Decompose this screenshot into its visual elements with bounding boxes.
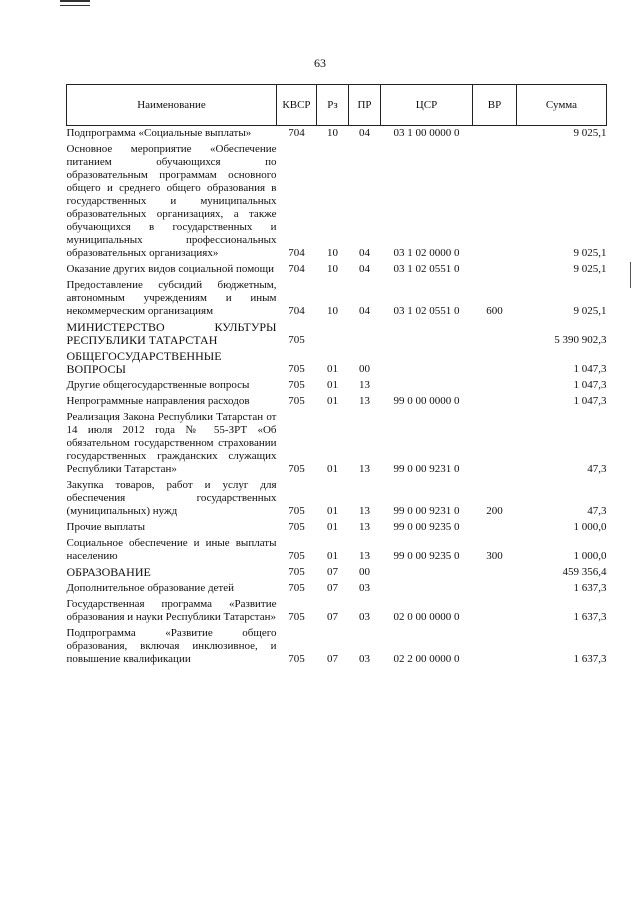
cell-kvsr: 705 [288, 379, 305, 391]
cell-kvsr: 705 [288, 334, 305, 346]
cell-vr: 200 [486, 505, 503, 517]
cell-rz: 01 [327, 395, 338, 407]
table-row [67, 410, 607, 478]
cell-vr [473, 520, 517, 536]
cell-vr: 600 [486, 305, 503, 317]
cell-rz: 01 [327, 521, 338, 533]
cell-name: Подпрограмма «Социальные выплаты» [66, 127, 252, 139]
cell-pr: 03 [359, 582, 370, 594]
header-kvsr: КВСР [277, 85, 317, 126]
cell-rz: 01 [327, 379, 338, 391]
cell-rz: 10 [327, 127, 338, 139]
table-row [67, 565, 607, 581]
cell-pr: 13 [359, 463, 370, 475]
cell-pr: 00 [359, 363, 370, 375]
cell-sum: 47,3 [587, 505, 607, 517]
cell-name: ОБЩЕГОСУДАРСТВЕННЫЕ ВОПРОСЫ [66, 349, 222, 376]
cell-rz [317, 320, 349, 349]
table-row [67, 626, 607, 668]
cell-kvsr: 705 [288, 611, 305, 623]
cell-sum: 1 047,3 [573, 363, 607, 375]
cell-csr: 03 1 02 0551 0 [393, 305, 460, 317]
cell-sum: 1 637,3 [573, 653, 607, 665]
cell-sum: 9 025,1 [573, 305, 607, 317]
cell-vr [473, 410, 517, 478]
cell-kvsr: 705 [288, 653, 305, 665]
cell-pr: 13 [359, 550, 370, 562]
cell-kvsr: 704 [288, 247, 305, 259]
cell-sum: 47,3 [587, 463, 607, 475]
cell-rz: 07 [327, 611, 338, 623]
cell-name: Другие общегосударственные вопросы [66, 379, 250, 391]
scan-edge-mark [630, 262, 631, 288]
table-row [67, 478, 607, 520]
cell-rz: 01 [327, 550, 338, 562]
cell-sum: 5 390 902,3 [554, 334, 607, 346]
cell-sum: 1 637,3 [573, 582, 607, 594]
cell-pr: 00 [359, 566, 370, 578]
cell-pr: 03 [359, 611, 370, 623]
cell-csr [381, 581, 473, 597]
cell-csr: 99 0 00 9235 0 [393, 550, 460, 562]
cell-rz: 07 [327, 582, 338, 594]
cell-name: Оказание других видов социальной помощи [66, 263, 275, 275]
cell-pr: 04 [359, 127, 370, 139]
cell-rz: 01 [327, 463, 338, 475]
cell-pr: 13 [359, 379, 370, 391]
cell-csr [381, 320, 473, 349]
header-pr: ПР [349, 85, 381, 126]
cell-vr [473, 349, 517, 378]
cell-csr: 03 1 00 0000 0 [393, 127, 460, 139]
header-csr: ЦСР [381, 85, 473, 126]
cell-vr [473, 394, 517, 410]
cell-rz: 01 [327, 505, 338, 517]
cell-csr: 03 1 02 0551 0 [393, 263, 460, 275]
cell-pr: 03 [359, 653, 370, 665]
cell-name: Социальное обеспечение и иные выплаты населению [66, 537, 277, 562]
cell-csr [381, 378, 473, 394]
cell-name: Реализация Закона Республики Татарстан от 14 июля 2012 года № 55-ЗРТ «Об обязательном государственном страховании государственных гражданских служащих Республики Татарстан» [66, 411, 277, 475]
cell-csr: 99 0 00 9231 0 [393, 463, 460, 475]
cell-name: Прочие выплаты [66, 521, 145, 533]
cell-kvsr: 704 [288, 305, 305, 317]
cell-kvsr: 705 [288, 395, 305, 407]
cell-kvsr: 704 [288, 263, 305, 275]
cell-csr: 99 0 00 9235 0 [393, 521, 460, 533]
header-rz: Рз [317, 85, 349, 126]
table-row [67, 394, 607, 410]
table-row [67, 349, 607, 378]
cell-vr [473, 126, 517, 143]
cell-csr: 02 2 00 0000 0 [393, 653, 460, 665]
cell-rz: 10 [327, 247, 338, 259]
table-row [67, 126, 607, 143]
cell-kvsr: 705 [288, 505, 305, 517]
top-edge-mark [60, 0, 90, 6]
table-row [67, 536, 607, 565]
cell-kvsr: 705 [288, 550, 305, 562]
cell-sum: 9 025,1 [573, 247, 607, 259]
cell-name: Основное мероприятие «Обеспечение питанием обучающихся по образовательным программам основного общего и среднего общего образования в государственных и муниципальных образовательных организациях, а также обучающихся в государственных и муниципальных профессиональных образовательных организациях» [66, 143, 277, 259]
cell-vr [473, 262, 517, 278]
cell-name: Закупка товаров, работ и услуг для обеспечения государственных (муниципальных) нужд [66, 479, 277, 517]
cell-sum: 1 000,0 [573, 550, 607, 562]
cell-vr [473, 142, 517, 262]
cell-name: ОБРАЗОВАНИЕ [66, 565, 151, 579]
cell-name: Государственная программа «Развитие образования и науки Республики Татарстан» [66, 598, 277, 623]
cell-rz: 07 [327, 566, 338, 578]
cell-kvsr: 705 [288, 582, 305, 594]
cell-pr: 04 [359, 305, 370, 317]
table-row [67, 520, 607, 536]
table-row [67, 278, 607, 320]
cell-vr [473, 565, 517, 581]
cell-pr: 04 [359, 263, 370, 275]
cell-name: Предоставление субсидий бюджетным, автономным учреждениям и иным некоммерческим организациям [66, 279, 277, 317]
cell-pr: 13 [359, 505, 370, 517]
cell-kvsr: 705 [288, 363, 305, 375]
cell-csr: 02 0 00 0000 0 [393, 611, 460, 623]
cell-csr: 99 0 00 9231 0 [393, 505, 460, 517]
budget-table [66, 84, 607, 668]
cell-pr: 13 [359, 395, 370, 407]
cell-sum: 459 356,4 [562, 566, 607, 578]
cell-vr: 300 [486, 550, 503, 562]
cell-name: МИНИСТЕРСТВО КУЛЬТУРЫ РЕСПУБЛИКИ ТАТАРСТАН [66, 320, 277, 347]
cell-sum: 1 637,3 [573, 611, 607, 623]
cell-kvsr: 704 [288, 127, 305, 139]
cell-pr: 04 [359, 247, 370, 259]
cell-name: Непрограммные направления расходов [66, 395, 250, 407]
cell-sum: 9 025,1 [573, 263, 607, 275]
cell-name: Подпрограмма «Развитие общего образования, включая инклюзивное, и повышение квалификации [66, 627, 277, 665]
cell-sum: 1 000,0 [573, 521, 607, 533]
cell-kvsr: 705 [288, 463, 305, 475]
cell-kvsr: 705 [288, 566, 305, 578]
cell-vr [473, 320, 517, 349]
cell-rz: 10 [327, 263, 338, 275]
cell-csr: 03 1 02 0000 0 [393, 247, 460, 259]
cell-vr [473, 378, 517, 394]
table-row [67, 142, 607, 262]
header-vr: ВР [473, 85, 517, 126]
cell-kvsr: 705 [288, 521, 305, 533]
cell-pr [349, 320, 381, 349]
table-row [67, 378, 607, 394]
cell-csr [381, 349, 473, 378]
table-row [67, 320, 607, 349]
table-row [67, 262, 607, 278]
cell-vr [473, 581, 517, 597]
table-header-row [67, 85, 607, 126]
cell-sum: 1 047,3 [573, 395, 607, 407]
cell-pr: 13 [359, 521, 370, 533]
cell-rz: 07 [327, 653, 338, 665]
header-name: Наименование [67, 85, 277, 126]
cell-csr: 99 0 00 0000 0 [393, 395, 460, 407]
cell-name: Дополнительное образование детей [66, 582, 235, 594]
cell-csr [381, 565, 473, 581]
table-row [67, 581, 607, 597]
cell-sum: 1 047,3 [573, 379, 607, 391]
cell-sum: 9 025,1 [573, 127, 607, 139]
table-body [67, 126, 607, 669]
table-row [67, 597, 607, 626]
cell-rz: 01 [327, 363, 338, 375]
cell-vr [473, 597, 517, 626]
cell-vr [473, 626, 517, 668]
page-number: 63 [314, 56, 326, 70]
header-sum: Сумма [517, 85, 607, 126]
cell-rz: 10 [327, 305, 338, 317]
